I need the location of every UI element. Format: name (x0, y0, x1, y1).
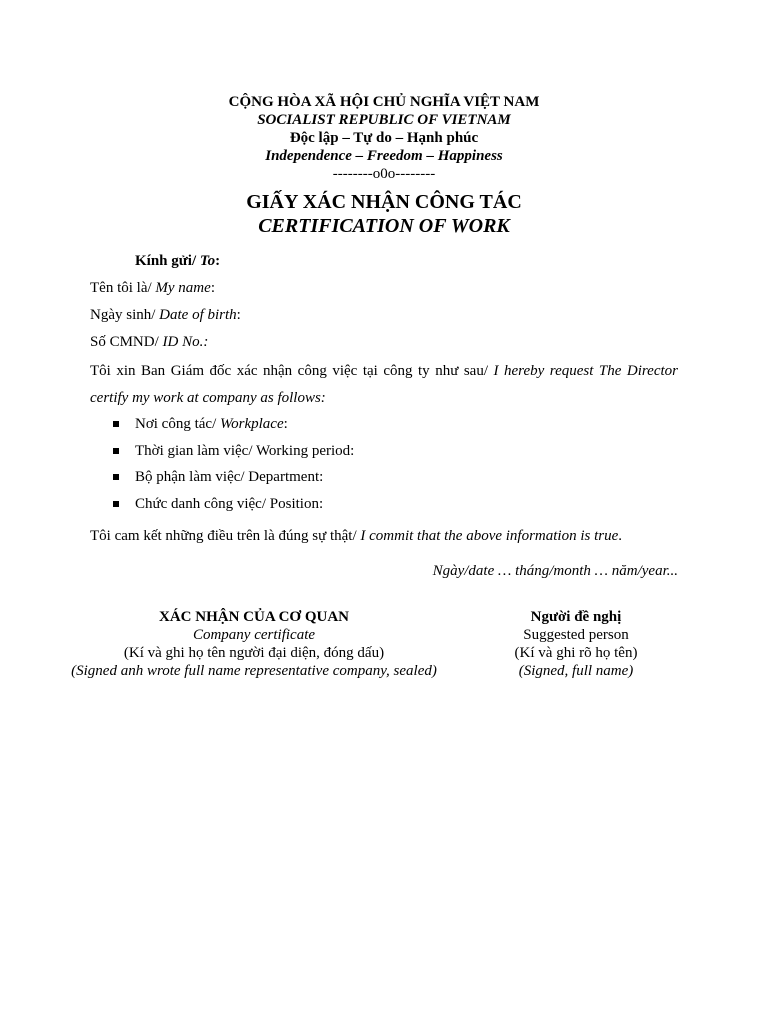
request-paragraph (90, 358, 678, 412)
salutation (135, 253, 220, 270)
national-header (0, 93, 768, 183)
list-item (113, 438, 354, 465)
bullet-square-icon (113, 474, 119, 480)
country-name-en: SOCIALIST REPUBLIC OF VIETNAM (257, 112, 511, 128)
field-dob-en: Date of birth (159, 307, 237, 323)
salutation-vi: Kính gửi/ (135, 253, 200, 269)
field-id-vi: Số CMND/ (90, 334, 163, 350)
list-item-vi: Bộ phận làm việc/ Department: (135, 469, 324, 486)
motto-en: Independence – Freedom – Happiness (265, 148, 503, 164)
field-id-en: ID No.: (162, 334, 209, 350)
salutation-en: To (199, 253, 216, 269)
requester-signature-title-vi: Người đề nghị (530, 609, 622, 625)
field-dob (90, 307, 241, 324)
field-dob-suffix: : (236, 307, 241, 323)
list-item-vi: Chức danh công việc/ Position: (135, 495, 324, 512)
requester-signature-note-en: (Signed, full name) (518, 663, 634, 679)
list-item-suffix: : (283, 416, 288, 432)
salutation-suffix: : (215, 253, 221, 269)
commitment-statement (90, 528, 622, 545)
company-signature-note-en: (Signed anh wrote full name representative company, sealed) (71, 663, 437, 679)
field-name-en: My name (155, 280, 211, 296)
list-item-vi: Nơi công tác/ (135, 416, 220, 432)
work-details-list (113, 411, 354, 517)
country-name-vi: CỘNG HÒA XÃ HỘI CHỦ NGHĨA VIỆT NAM (228, 94, 540, 110)
title-vi: GIẤY XÁC NHẬN CÔNG TÁC (246, 191, 522, 213)
list-item (113, 491, 354, 518)
title-en: CERTIFICATION OF WORK (258, 215, 510, 237)
bullet-square-icon (113, 448, 119, 454)
bullet-square-icon (113, 421, 119, 427)
commit-vi: Tôi cam kết những điều trên là đúng sự thật/ (90, 528, 361, 544)
field-name (90, 280, 215, 297)
list-item-vi: Thời gian làm việc/ Working period: (135, 442, 355, 459)
requester-signature-note-vi: (Kí và ghi rõ họ tên) (514, 645, 638, 661)
commit-suffix: . (618, 528, 623, 544)
list-item (113, 411, 354, 438)
field-dob-vi: Ngày sinh/ (90, 307, 160, 323)
field-id (90, 334, 208, 351)
date-line: Ngày/date … tháng/month … năm/year... (432, 563, 678, 579)
bullet-square-icon (113, 501, 119, 507)
commit-en: I commit that the above information is true (360, 528, 619, 544)
company-signature-block (60, 608, 448, 680)
field-name-vi: Tên tôi là/ (90, 280, 156, 296)
requester-signature-title-en: Suggested person (523, 627, 629, 643)
header-separator: --------o0o-------- (332, 166, 436, 182)
motto-vi: Độc lập – Tự do – Hạnh phúc (289, 130, 479, 146)
company-signature-note-vi: (Kí và ghi họ tên người đại diện, đóng dấu) (123, 645, 385, 661)
document-title (0, 190, 768, 238)
request-en: I hereby request The Director certify my work at company as follows: (90, 363, 679, 406)
field-name-suffix: : (210, 280, 215, 296)
company-signature-title-en: Company certificate (192, 627, 316, 643)
company-signature-title-vi: XÁC NHẬN CỦA CƠ QUAN (159, 609, 349, 625)
list-item (113, 464, 354, 491)
list-item-en: Workplace (220, 416, 284, 432)
request-vi: Tôi xin Ban Giám đốc xác nhận công việc tại công ty như sau/ (90, 363, 494, 379)
requester-signature-block (476, 608, 676, 680)
